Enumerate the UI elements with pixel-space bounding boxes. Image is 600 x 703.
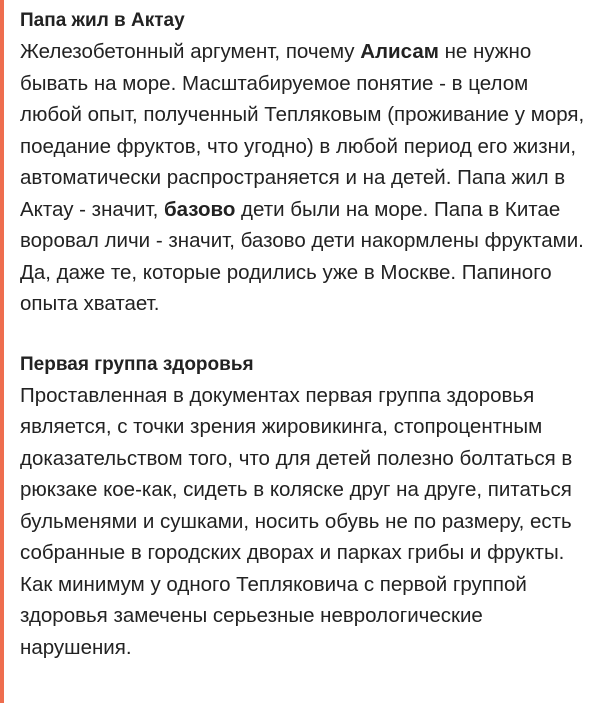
section-paragraph xyxy=(20,380,586,664)
section-title: Первая группа здоровья xyxy=(20,353,254,375)
section-papa-aktau xyxy=(20,8,586,320)
bold-segment: базово xyxy=(163,197,236,221)
quote-accent-bar xyxy=(0,0,4,703)
bold-segment: Алисам xyxy=(360,40,439,63)
text-segment: Железобетонный аргумент, почему xyxy=(20,40,361,63)
text-segment: дети были на море. Папа в Китае воровал личи - значит, базово дети накормлены фруктами. Да, даже те, которые родились уже в Москве. Папиного опыта хватает. xyxy=(20,197,584,315)
article-content xyxy=(20,8,586,663)
section-gap xyxy=(20,320,586,352)
section-health-group xyxy=(20,352,586,664)
section-title: Папа жил в Актау xyxy=(20,10,185,31)
text-segment: не нужно бывать на море. Масштабируемое понятие - в целом любой опыт, полученный Тепляковым (проживание у моря, поедание фруктов, что угодно) в любой период его жизни, автоматически распространяется и на детей. Папа жил в Актау - значит, xyxy=(20,40,585,221)
text-segment: Проставленная в документах первая группа здоровья является, с точки зрения жировикинга, стопроцентным доказательством того, что для детей полезно болтаться в рюкзаке кое-как, сидеть в коляске друг на друге, питаться бульменями и сушками, носить обувь не по размеру, есть собранные в городских дворах и парках грибы и фрукты. Как минимум у одного Тепляковича с первой группой здоровья замечены серьезные неврологические нарушения. xyxy=(20,383,573,659)
section-paragraph xyxy=(20,36,586,320)
